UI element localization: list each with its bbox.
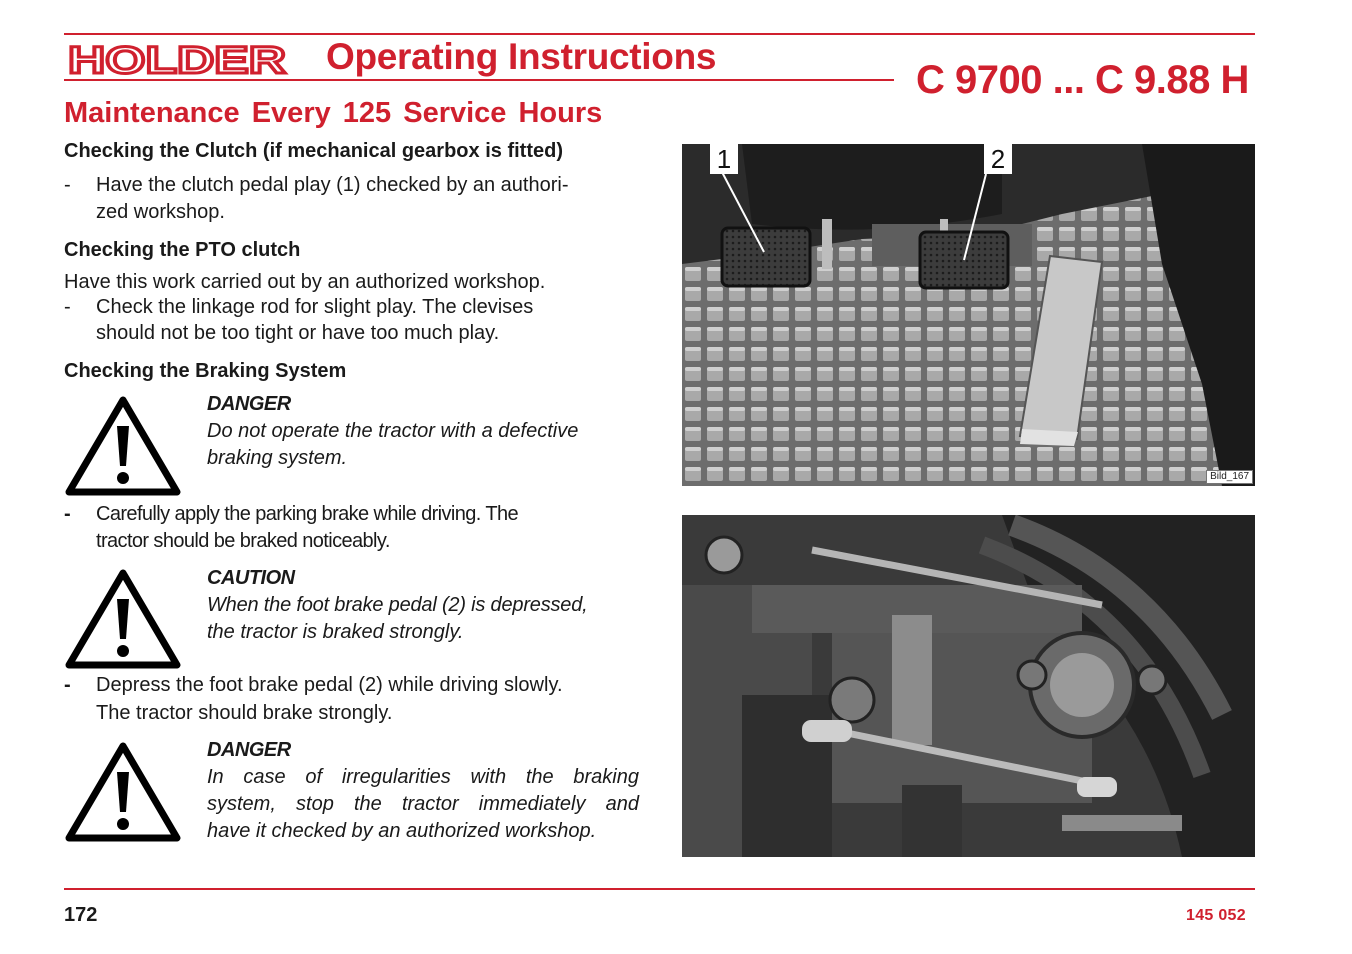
figure-label: Bild_167 <box>1206 470 1253 484</box>
header-top-rule <box>64 33 1255 35</box>
bullet-mark: - <box>64 296 71 318</box>
callout-1: 1 <box>710 144 738 174</box>
warning-triangle-icon <box>64 740 182 844</box>
danger-text-line2: braking system. <box>207 447 348 469</box>
danger-text-line2: system, stop the tractor immediately and <box>207 793 639 815</box>
braking-heading: Checking the Braking System <box>64 360 347 382</box>
danger-notice-2 <box>207 737 639 845</box>
photo-pedals <box>682 144 1255 486</box>
bullet-text-line1: Have the clutch pedal play (1) checked by an authori- <box>96 174 569 196</box>
bullet-mark: - <box>64 503 71 525</box>
brake-linkage-illustration <box>682 515 1255 857</box>
document-title: Operating Instructions <box>326 36 717 77</box>
caution-text-line1: When the foot brake pedal (2) is depressed, <box>207 594 588 616</box>
danger-text-line1: In case of irregularities with the braking <box>207 766 639 788</box>
logo-text: HOLDER <box>68 40 286 80</box>
photo-brake-linkage <box>682 515 1255 857</box>
bullet-mark: - <box>64 174 71 196</box>
clutch-heading: Checking the Clutch (if mechanical gearbox is fitted) <box>64 140 563 162</box>
pedals-illustration <box>682 144 1255 486</box>
page-number: 172 <box>64 904 98 926</box>
document-number: 145 052 <box>1186 907 1246 924</box>
warning-triangle-icon <box>64 567 182 671</box>
bullet-mark: - <box>64 674 71 696</box>
holder-logo <box>66 40 290 80</box>
bullet-text-line1: Carefully apply the parking brake while driving. The <box>96 503 519 525</box>
caution-title: CAUTION <box>207 567 295 589</box>
model-range: C 9700 ... C 9.88 H <box>916 58 1249 102</box>
bullet-text-line2: tractor should be braked noticeably. <box>96 530 390 552</box>
caution-text-line2: the tractor is braked strongly. <box>207 621 464 643</box>
bullet-text-line1: Check the linkage rod for slight play. The clevises <box>96 296 534 318</box>
warning-triangle-icon <box>64 394 182 498</box>
bullet-text-line2: zed workshop. <box>96 201 225 223</box>
footer-rule <box>64 888 1255 890</box>
danger-text-line1: Do not operate the tractor with a defective <box>207 420 579 442</box>
pto-intro: Have this work carried out by an authorized workshop. <box>64 271 546 293</box>
bullet-text-line2: The tractor should brake strongly. <box>96 702 393 724</box>
section-title: Maintenance Every 125 Service Hours <box>64 97 603 129</box>
danger-notice-1 <box>207 391 639 472</box>
danger-title: DANGER <box>207 739 291 761</box>
bullet-text-line1: Depress the foot brake pedal (2) while driving slowly. <box>96 674 563 696</box>
caution-notice <box>207 565 639 646</box>
callout-2: 2 <box>984 144 1012 174</box>
pto-heading: Checking the PTO clutch <box>64 239 301 261</box>
danger-text-line3: have it checked by an authorized workshop. <box>207 820 597 842</box>
danger-title: DANGER <box>207 393 291 415</box>
bullet-text-line2: should not be too tight or have too much play. <box>96 322 500 344</box>
